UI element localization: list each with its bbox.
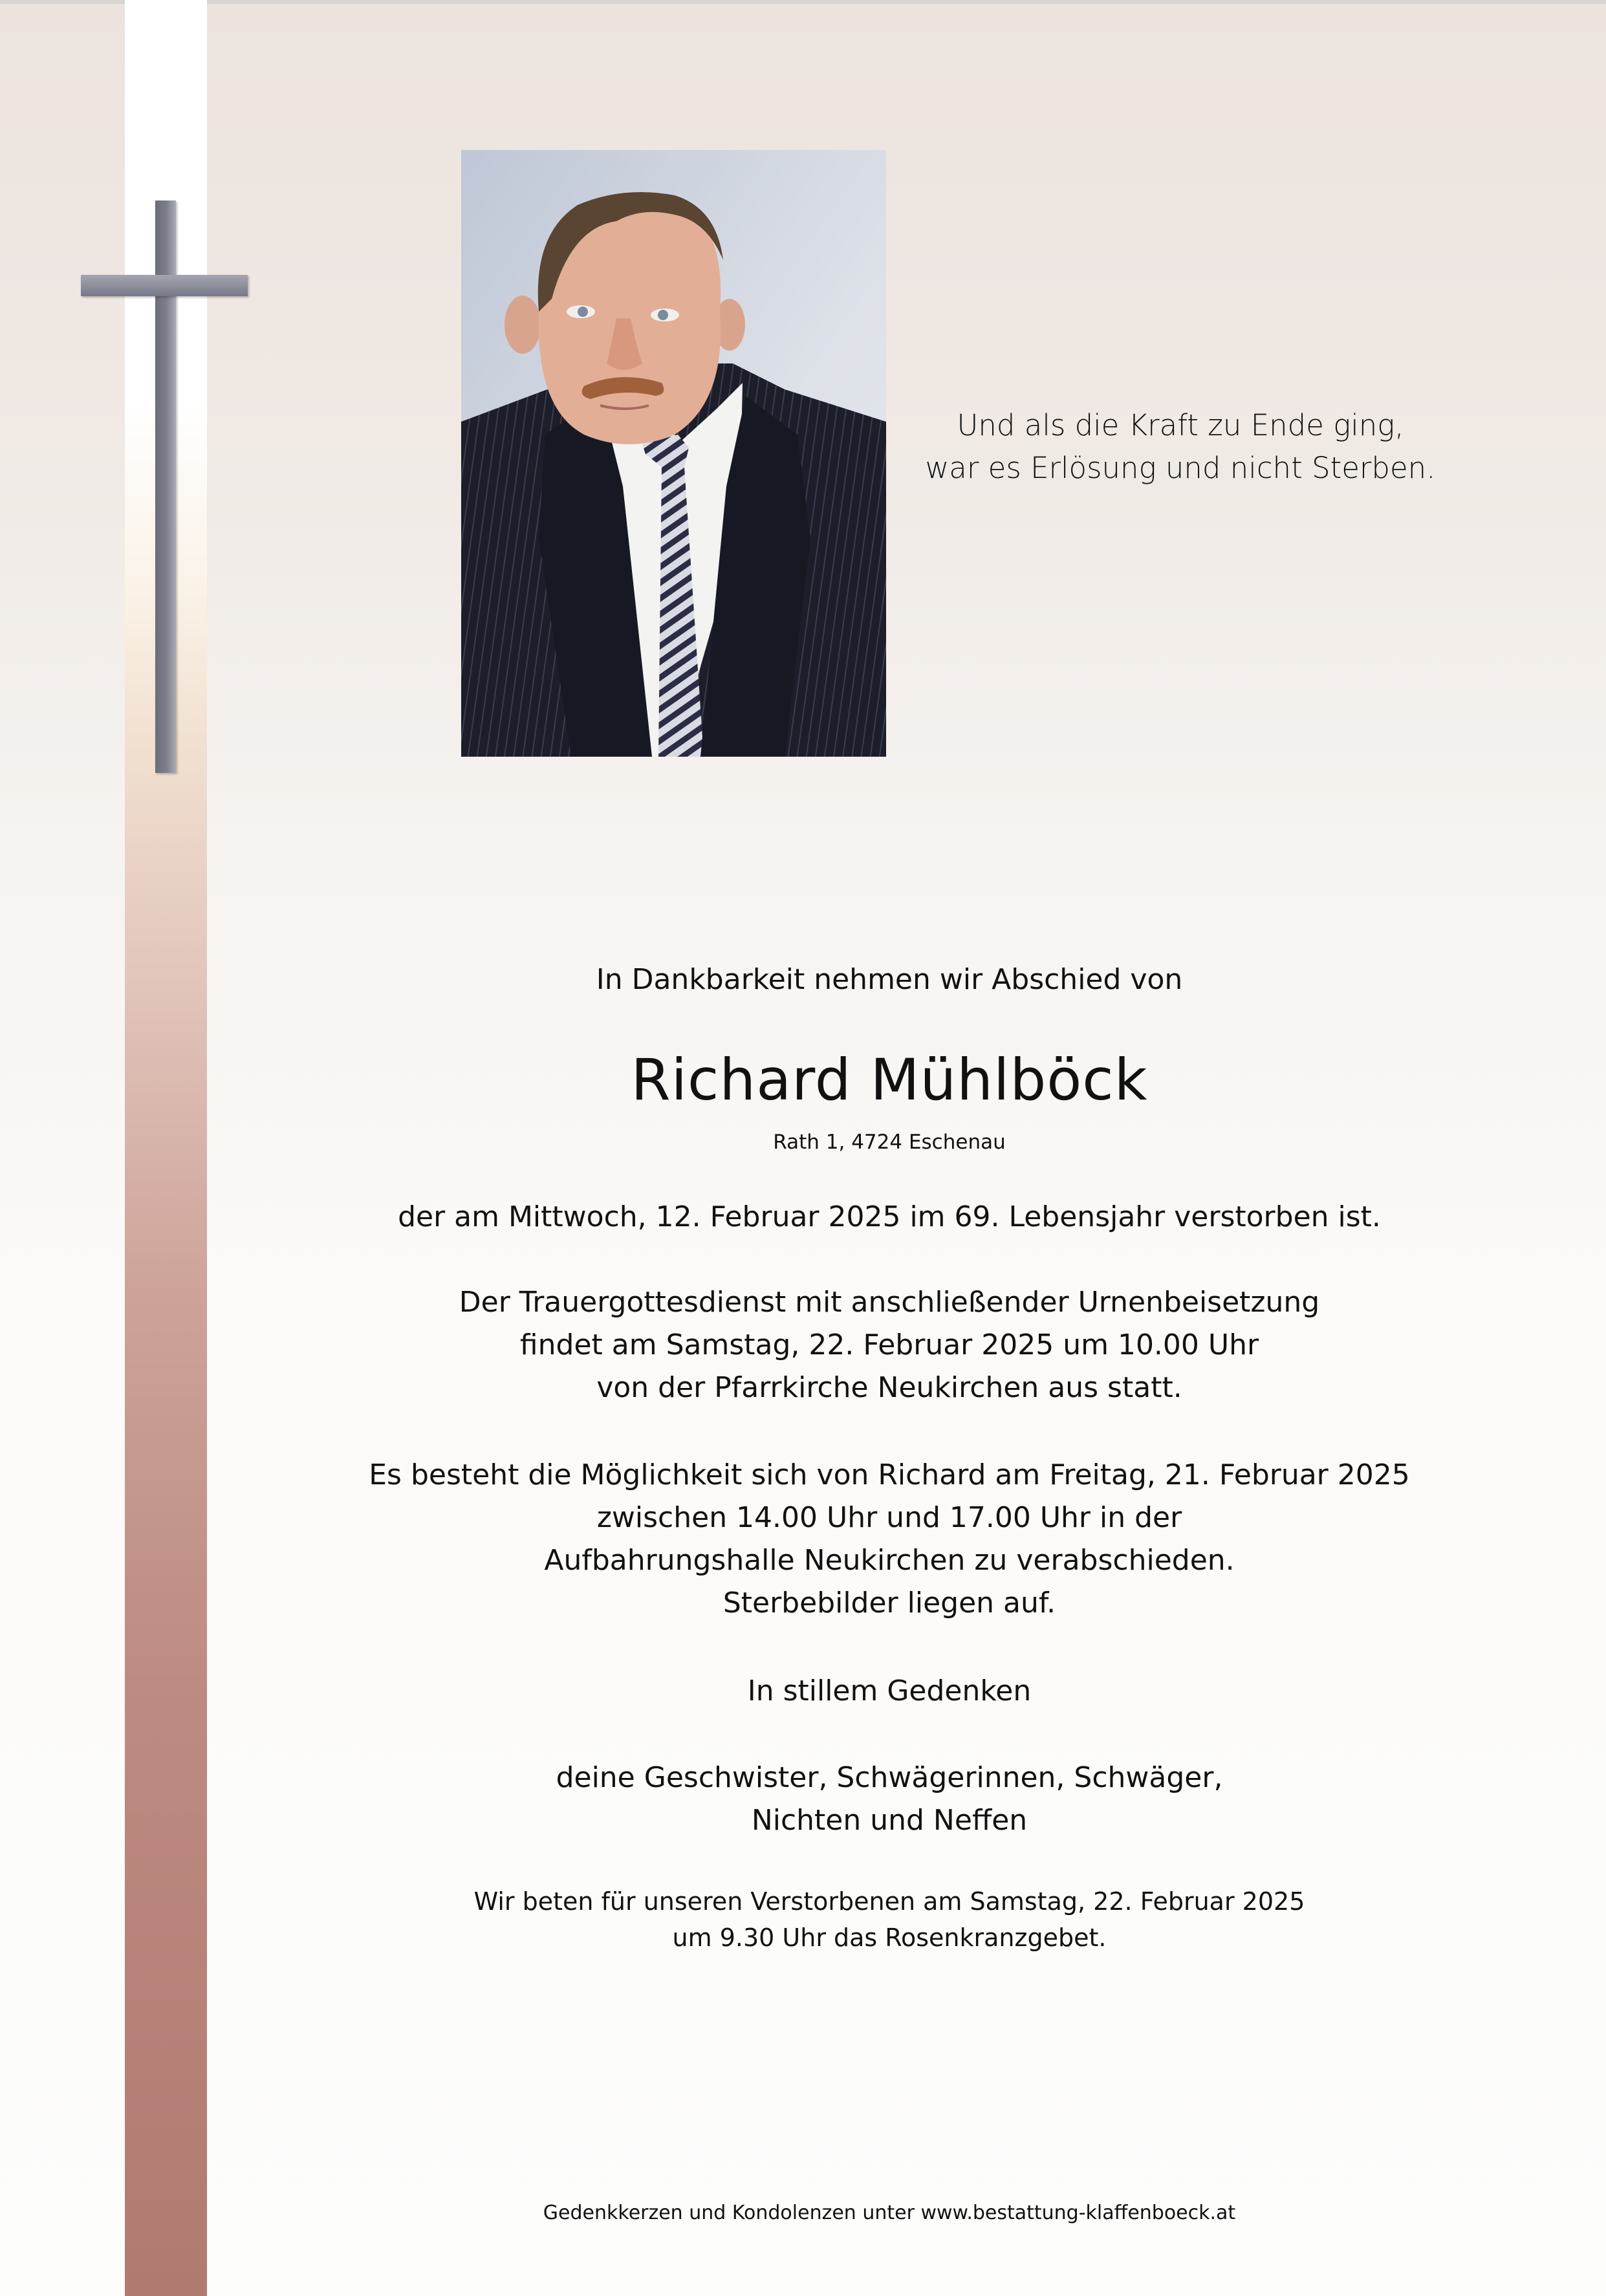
portrait-photo <box>461 150 886 757</box>
cross-icon-horizontal-beam <box>81 275 248 296</box>
farewell-line: Es besteht die Möglichkeit sich von Richard am Freitag, 21. Februar 2025 <box>369 1458 1410 1491</box>
quote-line: Und als die Kraft zu Ende ging, <box>957 408 1404 442</box>
deceased-name: Richard Mühlböck <box>631 1046 1148 1113</box>
portrait-illustration <box>461 150 886 757</box>
death-notice: der am Mittwoch, 12. Februar 2025 im 69. Lebensjahr verstorben ist. <box>398 1200 1381 1233</box>
mourners-line: deine Geschwister, Schwägerinnen, Schwäger, <box>556 1761 1223 1794</box>
service-line: Der Trauergottesdienst mit anschließender Urnenbeisetzung <box>459 1286 1320 1319</box>
condolence-footer: Gedenkkerzen und Kondolenzen unter www.bestattung-klaffenboeck.at <box>543 2202 1236 2224</box>
mourners <box>272 1757 1507 1842</box>
memorial-quote <box>860 404 1501 490</box>
closing-text: In stillem Gedenken <box>747 1674 1032 1707</box>
mourners-line: Nichten und Neffen <box>751 1804 1028 1837</box>
intro-text: In Dankbarkeit nehmen wir Abschied von <box>596 963 1183 996</box>
farewell-line: Sterbebilder liegen auf. <box>722 1587 1056 1619</box>
page-top-edge <box>0 0 1606 4</box>
rosary-line: Wir beten für unseren Verstorbenen am Samstag, 22. Februar 2025 <box>473 1887 1305 1916</box>
farewell-line: zwischen 14.00 Uhr und 17.00 Uhr in der <box>596 1501 1182 1534</box>
service-line: findet am Samstag, 22. Februar 2025 um 10.00 Uhr <box>519 1328 1259 1361</box>
rosary-line: um 9.30 Uhr das Rosenkranzgebet. <box>672 1923 1107 1952</box>
farewell-info <box>272 1454 1507 1625</box>
quote-line: war es Erlösung und nicht Sterben. <box>925 451 1436 485</box>
service-info <box>272 1281 1507 1409</box>
farewell-line: Aufbahrungshalle Neukirchen zu verabschieden. <box>544 1544 1235 1577</box>
deceased-address: Rath 1, 4724 Eschenau <box>773 1131 1006 1154</box>
rosary-info <box>272 1883 1507 1956</box>
service-line: von der Pfarrkirche Neukirchen aus statt. <box>596 1371 1182 1404</box>
